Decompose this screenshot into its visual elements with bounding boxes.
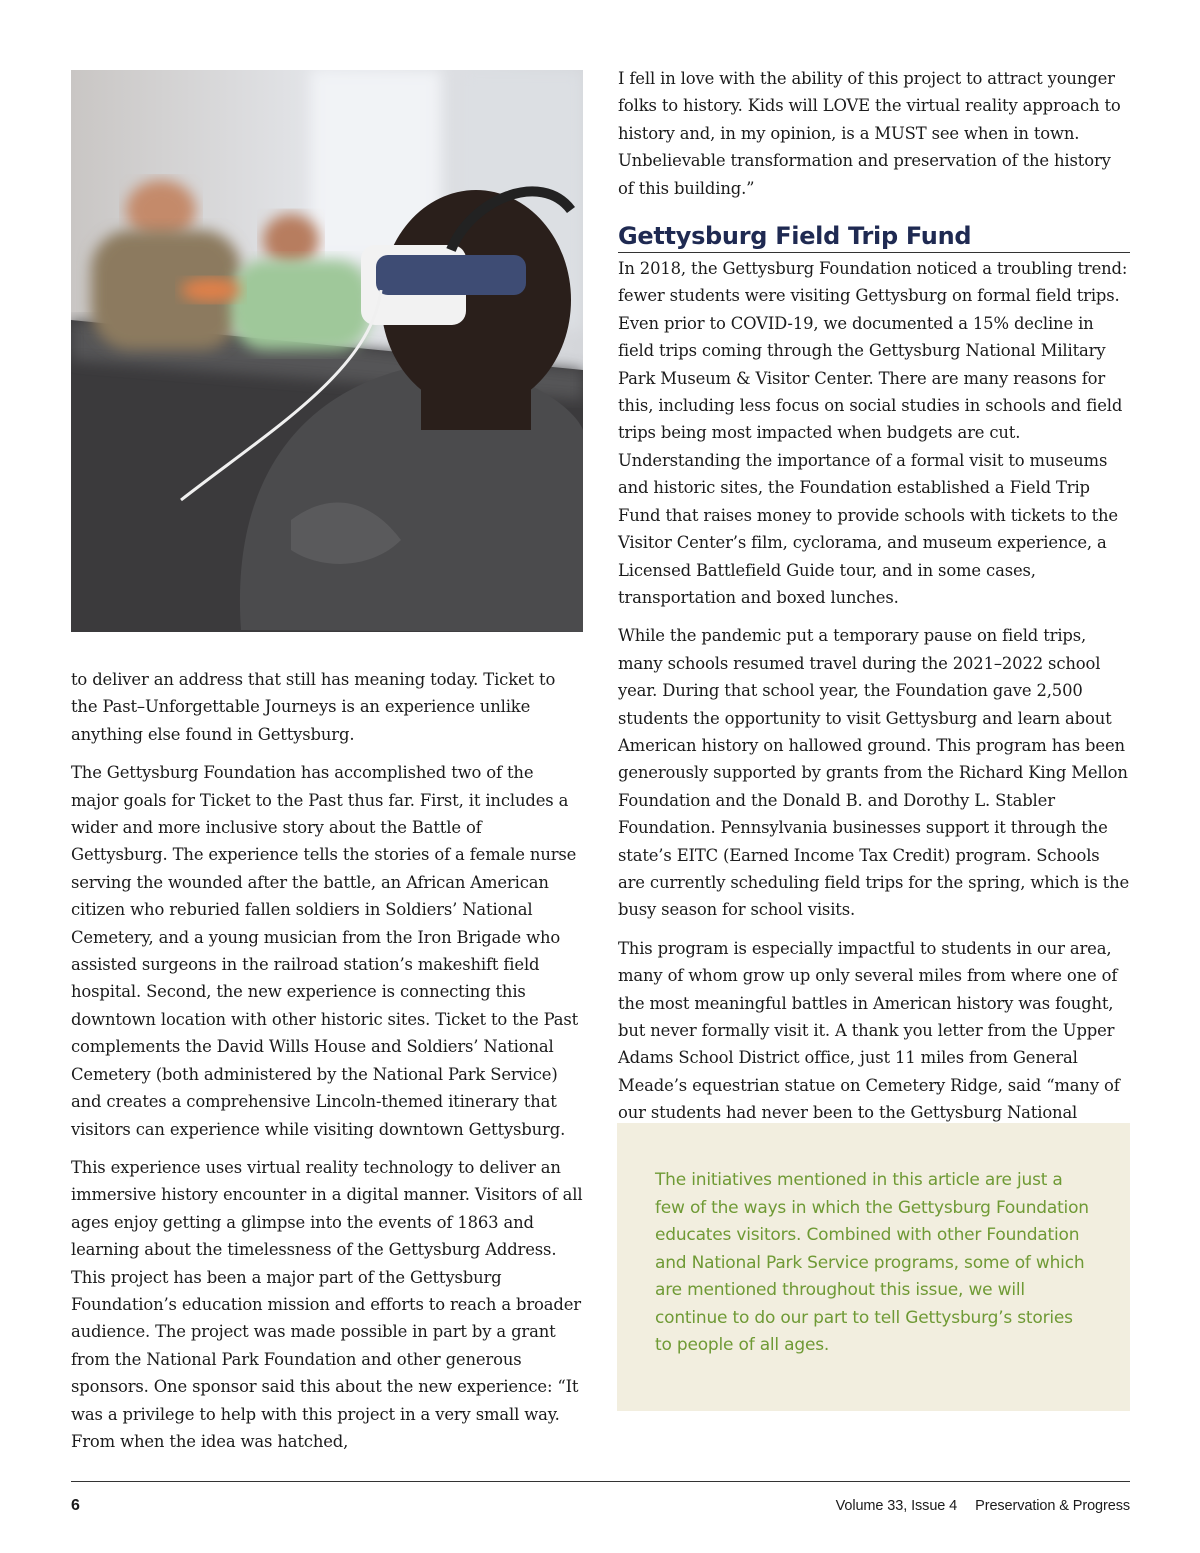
left-paragraph-3: This experience uses virtual reality technology to deliver an immersive history encounter in a digital manner. Visitors of all ages enjoy getting a glimpse into the events of 1863 and learning about the timelessness of the Gettysburg Address. This project has been a major part of the Gettysburg Foundation’s education mission and efforts to reach a broader audience. The project was made possible in part by a grant from the National Park Foundation and other generous sponsors. One sponsor said this about the new experience: “It was a privilege to help with this project in a very small way. From when the idea was hatched, [71, 1157, 583, 1451]
page-number: 6 [71, 1497, 80, 1514]
right-paragraph-1: In 2018, the Gettysburg Foundation noticed a troubling trend: fewer students were visiting Gettysburg on formal field trips. Even prior to COVID-19, we documented a 15% decline in field trips coming through the Gettysburg National Military Park Museum & Visitor Center. There are many reasons for this, including less focus on social studies in schools and field trips being most impacted when budgets are cut. Understanding the importance of a formal visit to museums and historic sites, the Foundation established a Field Trip Fund that raises money to provide schools with tickets to the Visitor Center’s film, cyclorama, and museum experience, a Licensed Battlefield Guide tour, and in some cases, transportation and boxed lunches. [618, 259, 1128, 607]
right-paragraph-2: While the pandemic put a temporary pause on field trips, many schools resumed travel during the 2021–2022 school year. During that school year, the Foundation gave 2,500 students the opportunity to visit Gettysburg and learn about American history on hallowed ground. This program has been generously supported by grants from the Richard King Mellon Foundation and the Donald B. and Dorothy L. Stabler Foundation. Pennsylvania businesses support it through the state’s EITC (Earned Income Tax Credit) program. Schools are currently scheduling field trips for the spring, which is the busy season for school visits. [618, 626, 1130, 920]
callout-box [617, 1123, 1130, 1411]
quote-continuation: I fell in love with the ability of this project to attract younger folks to history. Kids will LOVE the virtual reality approach to history and, in my opinion, is a MUST see when in town. Unbelievable transformation and preservation of the history of this building.” [618, 69, 1121, 198]
footer-info [836, 1498, 1130, 1514]
left-paragraph-2: The Gettysburg Foundation has accomplished two of the major goals for Ticket to the Past thus far. First, it includes a wider and more inclusive story about the Battle of Gettysburg. The experience tells the stories of a female nurse serving the wounded after the battle, an African American citizen who reburied fallen soldiers in Soldiers’ National Cemetery, and a young musician from the Iron Brigade who assisted surgeons in the railroad station’s makeshift field hospital. Second, the new experience is connecting this downtown location with other historic sites. Ticket to the Past complements the David Wills House and Soldiers’ National Cemetery (both administered by the National Park Service) and creates a comprehensive Lincoln-themed itinerary that visitors can experience while visiting downtown Gettysburg. [71, 763, 579, 1139]
section-heading: Gettysburg Field Trip Fund [618, 220, 1130, 253]
photo-illustration [71, 70, 583, 632]
left-column [71, 666, 583, 1466]
right-paragraph-3: This program is especially impactful to students in our area, many of whom grow up only several miles from where one of the most meaningful battles in American history was fought, but never formally visit it. A thank you letter from the Upper Adams School District office, just 11 miles from General Meade’s equestrian statue on Cemetery Ridge, said “many of our students had never been to the Gettysburg National [618, 938, 1120, 1123]
callout-text: The initiatives mentioned in this article are just a few of the ways in which the Gettysburg Foundation educates visitors. Combined with other Foundation and National Park Service programs, some of which are mentioned throughout this issue, we will continue to do our part to tell Gettysburg’s stories to people of all ages. [655, 1170, 1089, 1355]
right-column [618, 65, 1130, 1165]
publication-title: Preservation & Progress [975, 1498, 1130, 1514]
volume-issue: Volume 33, Issue 4 [835, 1498, 958, 1514]
vr-headset-photo [71, 70, 583, 632]
left-paragraph-1: to deliver an address that still has meaning today. Ticket to the Past–Unforgettable Journeys is an experience unlike anything else found in Gettysburg. [71, 670, 556, 744]
footer-divider [71, 1481, 1130, 1482]
